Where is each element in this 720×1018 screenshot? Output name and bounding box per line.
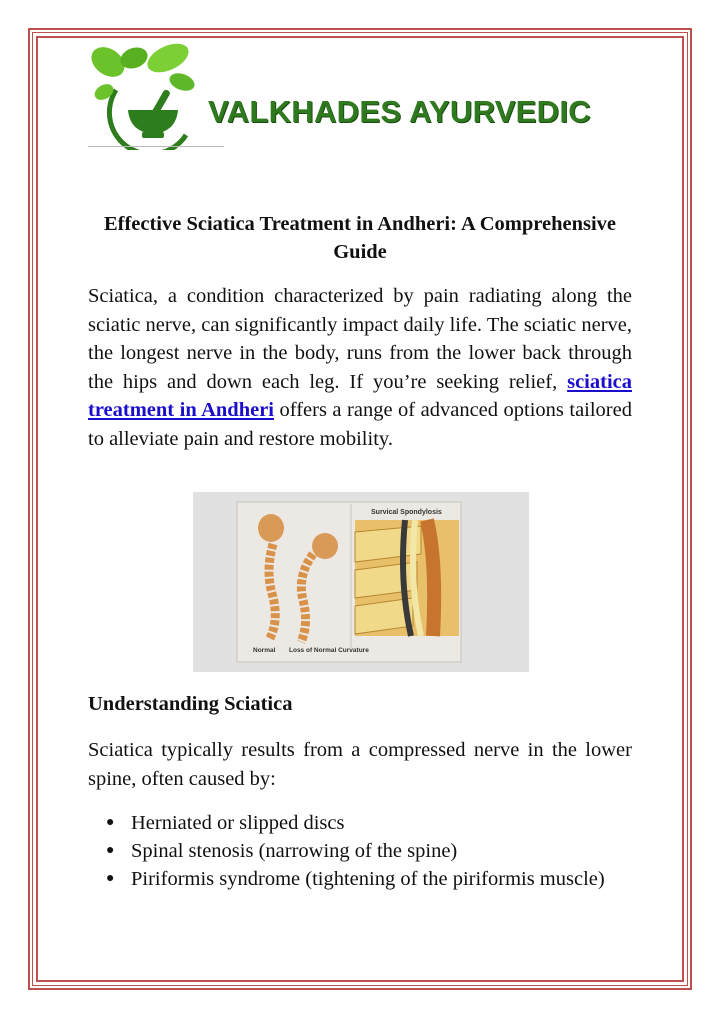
list-item-text: Herniated or slipped discs	[131, 812, 345, 834]
logo-divider	[88, 146, 224, 147]
skull-curved	[312, 533, 338, 559]
list-item	[100, 837, 632, 865]
figure-label-normal: Normal	[253, 647, 276, 654]
list-item	[100, 809, 632, 837]
mortar-pestle-leaves-icon	[86, 40, 216, 150]
page-title: Effective Sciatica Treatment in Andheri: A Comprehensive Guide	[103, 213, 617, 263]
intro-text-end: offers a range of advanced options tailored to alleviate pain and restore mobility.	[88, 399, 632, 450]
list-item-text: Piriformis syndrome (tightening of the piriformis muscle)	[131, 868, 605, 890]
logo	[86, 40, 606, 150]
figure-label-loss: Loss of Normal Curvature	[289, 647, 369, 654]
section-heading: Understanding Sciatica	[88, 693, 293, 715]
spine-illustration	[193, 492, 529, 672]
intro-paragraph	[88, 282, 632, 453]
logo-text: VALKHADES AYURVEDIC	[208, 94, 591, 129]
list-item	[100, 865, 632, 893]
causes-list	[100, 809, 632, 893]
sciatica-treatment-link[interactable]: sciatica treatment in Andheri	[88, 370, 632, 421]
figure-heading: Survical Spondylosis	[371, 509, 442, 516]
bullet-icon: ●	[106, 815, 115, 830]
skull-normal	[258, 514, 284, 542]
intro-text-start: Sciatica, a condition characterized by pain radiating along the sciatic nerve, can significantly impact daily life. The sciatic nerve, the longest nerve in the body, runs from the lower back through the hips and down each leg. If you’re seeking relief,	[88, 285, 632, 393]
section-paragraph: Sciatica typically results from a compressed nerve in the lower spine, often caused by:	[88, 739, 632, 790]
list-item-text: Spinal stenosis (narrowing of the spine)	[131, 840, 458, 862]
bullet-icon: ●	[106, 843, 115, 858]
bullet-icon: ●	[106, 871, 115, 886]
